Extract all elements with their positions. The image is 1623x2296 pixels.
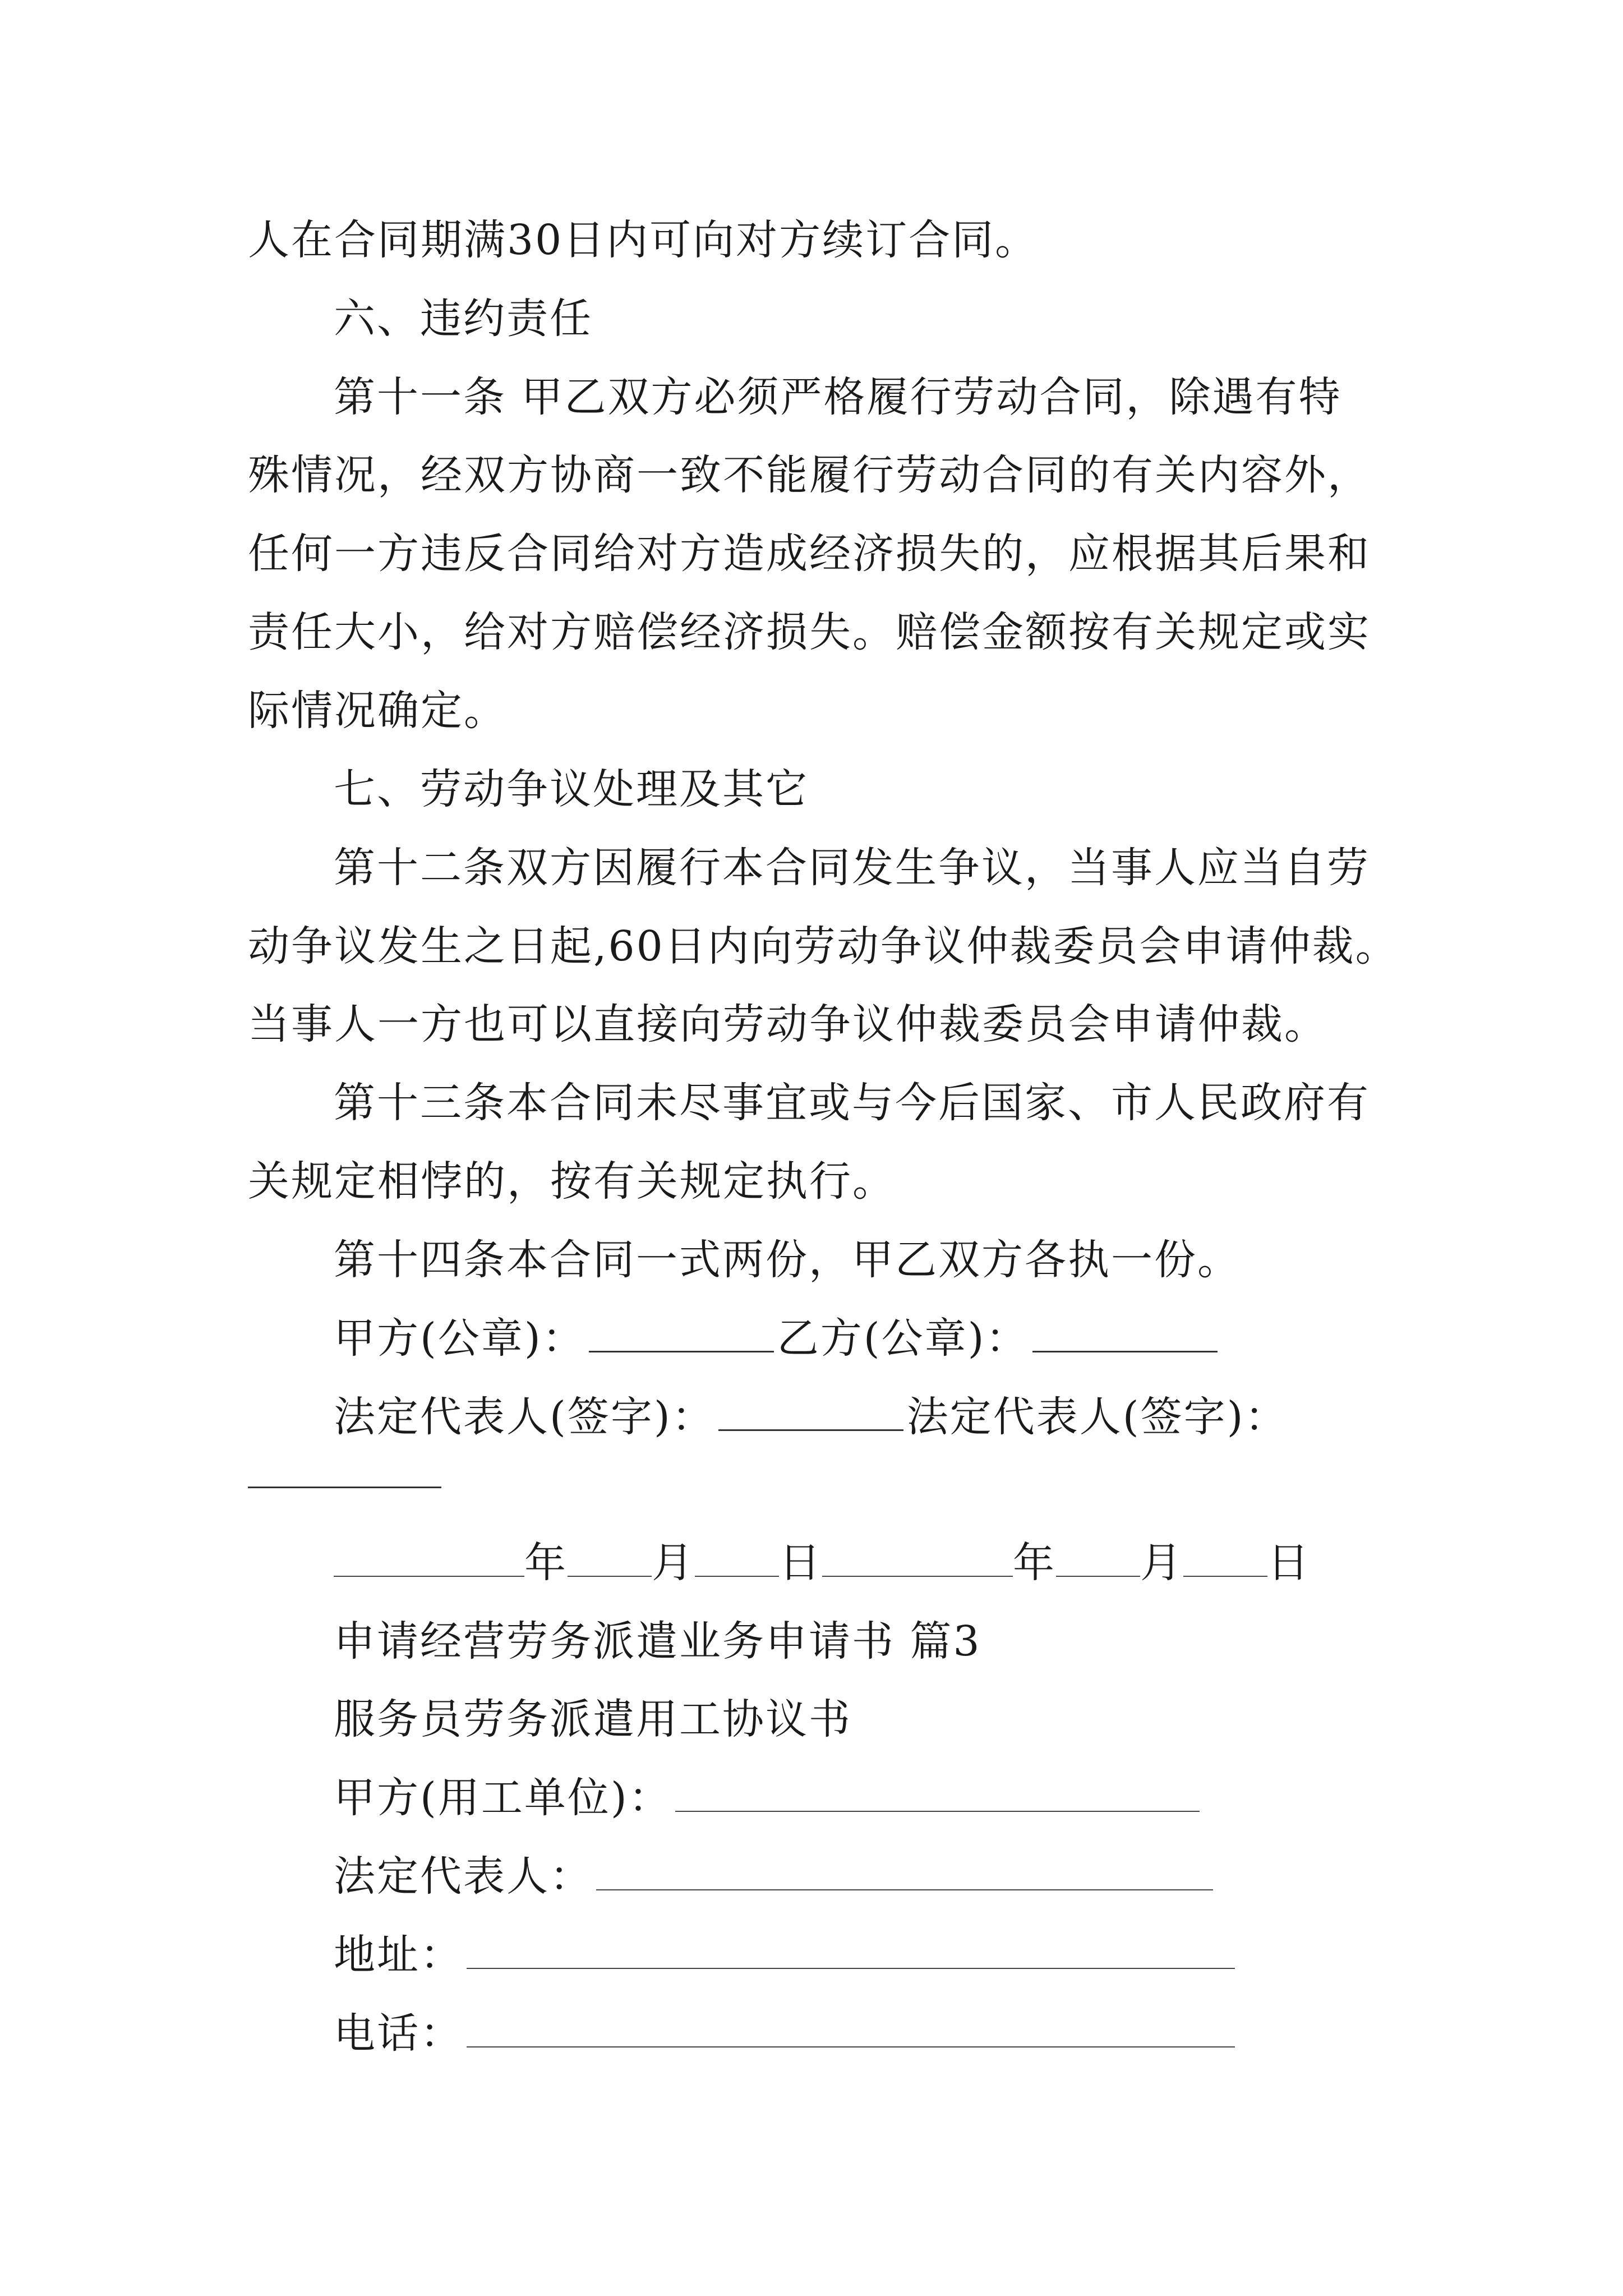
text-line: 第十四条本合同一式两份，甲乙双方各执一份。 <box>334 1236 1241 1284</box>
party-b-seal-label: 乙方(公章)： <box>777 1314 1029 1363</box>
rep-b-blank[interactable] <box>248 1487 441 1488</box>
agreement-title: 服务员劳务派遣用工协议书 <box>334 1695 852 1743</box>
employer-blank[interactable] <box>675 1776 1200 1812</box>
rep-b-label: 法定代表人(签字)： <box>906 1393 1288 1441</box>
party-a-seal-blank[interactable] <box>589 1316 774 1352</box>
year-b-blank[interactable] <box>822 1541 1013 1577</box>
rep-a-label: 法定代表人(签字)： <box>334 1393 715 1441</box>
legal-rep-label: 法定代表人： <box>334 1852 593 1901</box>
month-b-label: 月 <box>1140 1539 1183 1587</box>
text-line: 关规定相悖的，按有关规定执行。 <box>248 1157 896 1205</box>
phone-label: 电话： <box>334 2009 463 2058</box>
date-row <box>334 1535 1311 1591</box>
day-b-blank[interactable] <box>1183 1541 1267 1577</box>
representative-row <box>334 1389 1288 1445</box>
day-b-label: 日 <box>1267 1539 1311 1587</box>
month-a-label: 月 <box>652 1539 695 1587</box>
party-b-seal-blank[interactable] <box>1032 1316 1218 1352</box>
text-line: 际情况确定。 <box>248 687 507 735</box>
text-line: 第十三条本合同未尽事宜或与今后国家、市人民政府有 <box>334 1079 1370 1127</box>
text-line: 第十一条 甲乙双方必须严格履行劳动合同，除遇有特 <box>334 373 1342 421</box>
year-a-blank[interactable] <box>334 1541 524 1577</box>
rep-a-blank[interactable] <box>718 1395 903 1431</box>
address-row <box>334 1927 1238 1983</box>
address-label: 地址： <box>334 1931 463 1979</box>
day-a-label: 日 <box>779 1539 822 1587</box>
text-line: 任何一方违反合同给对方造成经济损失的，应根据其后果和 <box>248 530 1371 578</box>
phone-blank[interactable] <box>467 2012 1235 2047</box>
legal-rep-blank[interactable] <box>596 1855 1213 1890</box>
phone-row <box>334 2005 1238 2062</box>
month-a-blank[interactable] <box>568 1541 652 1577</box>
employer-row <box>334 1770 1203 1826</box>
party-a-seal-label: 甲方(公章)： <box>334 1314 585 1363</box>
month-b-blank[interactable] <box>1056 1541 1140 1577</box>
section-heading-disputes: 七、劳动争议处理及其它 <box>334 765 809 813</box>
year-a-label: 年 <box>524 1539 568 1587</box>
seal-row <box>334 1310 1221 1366</box>
address-blank[interactable] <box>467 1933 1235 1969</box>
section-heading-breach: 六、违约责任 <box>334 295 593 343</box>
text-line: 人在合同期满30日内可向对方续订合同。 <box>248 216 1039 264</box>
text-line: 动争议发生之日起,60日内向劳动争议仲裁委员会申请仲裁。 <box>248 922 1399 970</box>
text-line: 责任大小，给对方赔偿经济损失。赔偿金额按有关规定或实 <box>248 608 1371 656</box>
text-line: 当事人一方也可以直接向劳动争议仲裁委员会申请仲裁。 <box>248 1000 1327 1048</box>
legal-rep-row <box>334 1848 1216 1904</box>
year-b-label: 年 <box>1013 1539 1056 1587</box>
text-line: 殊情况，经双方协商一致不能履行劳动合同的有关内容外， <box>248 451 1371 499</box>
day-a-blank[interactable] <box>695 1541 779 1577</box>
section3-heading: 申请经营劳务派遣业务申请书 篇3 <box>334 1617 981 1665</box>
text-line: 第十二条双方因履行本合同发生争议，当事人应当自劳 <box>334 844 1370 892</box>
employer-label: 甲方(用工单位)： <box>334 1774 672 1822</box>
